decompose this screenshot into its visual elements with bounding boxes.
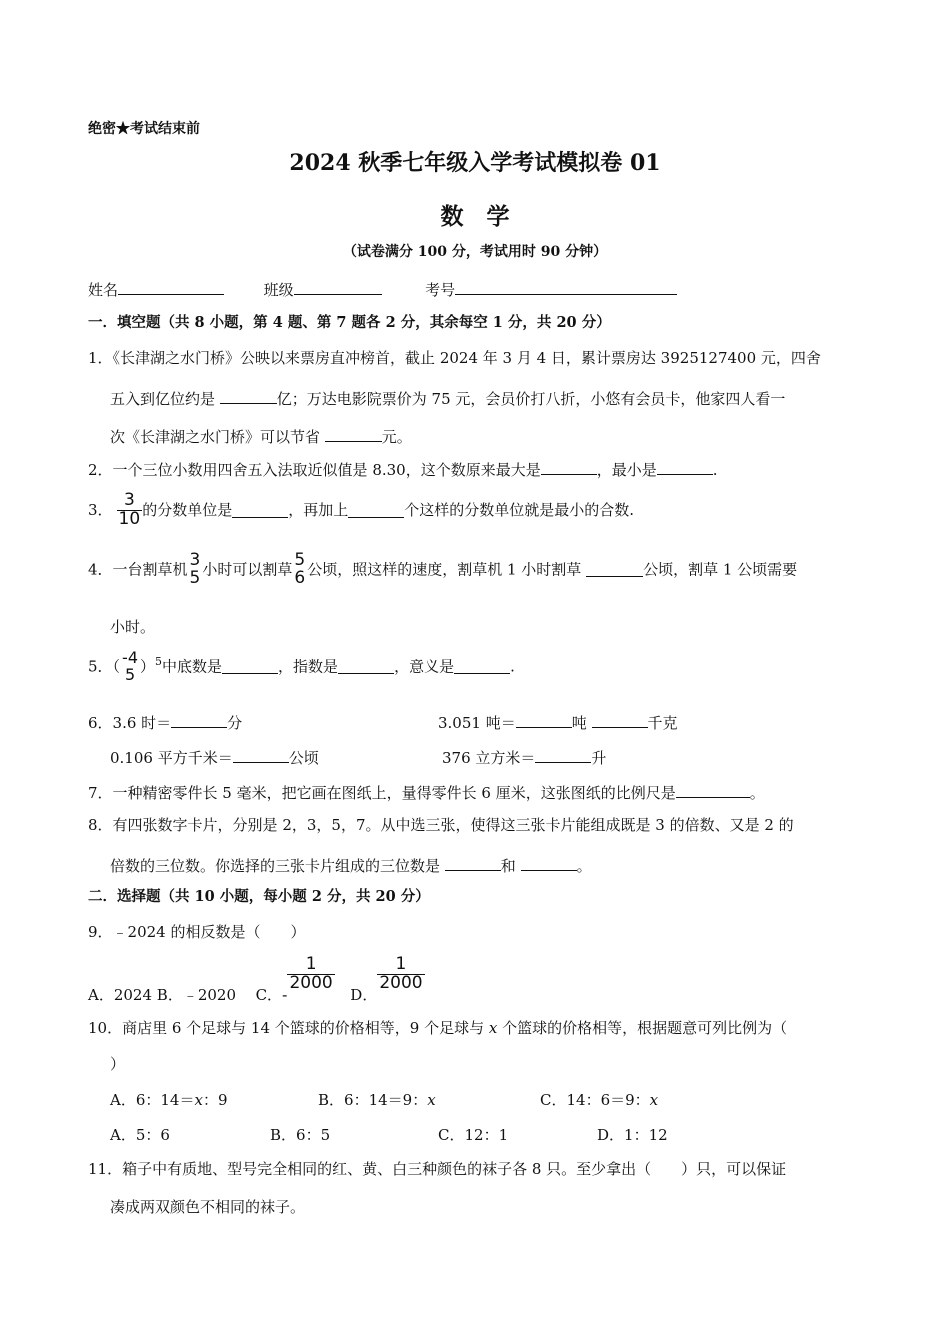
q3-blank-1[interactable] bbox=[232, 503, 288, 518]
q6-blank-4[interactable] bbox=[233, 748, 289, 763]
class-label: 班级 bbox=[263, 281, 294, 299]
q9-option-c[interactable]: C．- $\frac{1}{2000}$ bbox=[255, 954, 333, 1004]
q10-option-a[interactable]: A．6：14＝x：9 bbox=[110, 1091, 228, 1109]
q10-option-c2[interactable]: C．12：1 bbox=[438, 1126, 509, 1144]
q6-blank-3[interactable] bbox=[592, 713, 648, 728]
q8-blank-1[interactable] bbox=[445, 856, 501, 871]
q9-option-d-fraction: $\frac{1}{2000}$ bbox=[379, 954, 423, 993]
q11-line2: 凑成两双颜色不相同的袜子。 bbox=[110, 1198, 306, 1216]
number-label: 考号 bbox=[425, 281, 456, 299]
class-blank[interactable] bbox=[294, 280, 382, 295]
q10-option-b2[interactable]: B．6：5 bbox=[270, 1126, 331, 1144]
q6-blank-5[interactable] bbox=[535, 748, 591, 763]
section2-heading: 二．选择题（共 10 小题，每小题 2 分，共 20 分） bbox=[88, 888, 430, 905]
q5-blank-2[interactable] bbox=[338, 659, 394, 674]
q1-line1: 1．《长津湖之水门桥》公映以来票房直冲榜首，截止 2024 年 3 月 4 日，累计票房达 3925127400 元，四舍 bbox=[88, 349, 821, 367]
secret-label: 绝密★考试结束前 bbox=[88, 121, 200, 137]
q9-option-d[interactable]: D． $\frac{1}{2000}$ bbox=[350, 954, 423, 1004]
number-blank[interactable] bbox=[455, 280, 677, 295]
q6-row1-left: 6．3.6 时＝ 分 bbox=[88, 714, 243, 732]
q5-blank-3[interactable] bbox=[454, 659, 510, 674]
q1-blank-2[interactable] bbox=[325, 427, 382, 442]
subject-title: 数 学 bbox=[440, 203, 510, 230]
q10-option-b[interactable]: B．6：14＝9：x bbox=[318, 1091, 436, 1109]
q5: 5．（ -4 5 ）$^5$中底数是 ，指数是 ，意义是 . bbox=[88, 648, 515, 684]
q8-line1: 8．有四张数字卡片，分别是 2，3，5，7。从中选三张，使得这三张卡片能组成既是 3 的倍数、又是 2 的 bbox=[88, 816, 794, 834]
q10-option-a2[interactable]: A．5：6 bbox=[110, 1126, 170, 1144]
q6-row2-right: 376 立方米＝ 升 bbox=[442, 749, 607, 767]
q6-blank-2[interactable] bbox=[516, 713, 572, 728]
q3-blank-2[interactable] bbox=[348, 503, 404, 518]
name-label: 姓名 bbox=[88, 281, 119, 299]
q3-fraction: $\frac{3}{10}$ bbox=[118, 490, 141, 529]
section1-heading: 一．填空题（共 8 小题，第 4 题、第 7 题各 2 分，其余每空 1 分，共 20 分） bbox=[88, 314, 611, 331]
q7: 7．一种精密零件长 5 毫米，把它画在图纸上，量得零件长 6 厘米，这张图纸的比例尺是 。 bbox=[88, 784, 765, 802]
exam-title: 2024 秋季七年级入学考试模拟卷 01 bbox=[289, 150, 661, 176]
q5-blank-1[interactable] bbox=[222, 659, 278, 674]
q6-row1-right: 3.051 吨＝ 吨 千克 bbox=[438, 714, 678, 732]
q10-line2: ） bbox=[110, 1055, 126, 1073]
q11-line1: 11．箱子中有质地、型号完全相同的红、黄、白三种颜色的袜子各 8 只。至少拿出（ ）只，可以保证 bbox=[88, 1160, 787, 1178]
q9-option-b[interactable]: B．﹣2020 bbox=[156, 985, 236, 1004]
q10-line1: 10．商店里 6 个足球与 14 个篮球的价格相等，9 个足球与 x 个篮球的价格相等，根据题意可列比例为（ bbox=[88, 1019, 788, 1037]
info-fields bbox=[88, 280, 677, 298]
q7-blank[interactable] bbox=[676, 783, 750, 798]
q5-fraction: -4 5 bbox=[122, 648, 139, 684]
q1-blank-1[interactable] bbox=[220, 389, 277, 404]
q4-line1: 4．一台割草机 3 5 小时可以割草 5 6 公顷，照这样的速度，割草机 1 小时割草 公顷，割草 1 公顷需要 bbox=[88, 550, 798, 588]
q2-blank-1[interactable] bbox=[541, 460, 597, 475]
q10-option-d2[interactable]: D．1：12 bbox=[597, 1126, 668, 1144]
name-blank[interactable] bbox=[118, 280, 224, 295]
q3: 3． $\frac{3}{10}$ 的分数单位是 ，再加上 个这样的分数单位就是最小的合数. bbox=[88, 490, 634, 529]
q4-blank-1[interactable] bbox=[586, 562, 643, 577]
q8-blank-2[interactable] bbox=[521, 856, 577, 871]
exam-note: （试卷满分 100 分，考试用时 90 分钟） bbox=[342, 244, 608, 260]
q1-line2: 五入到亿位约是 亿；万达电影院票价为 75 元，会员价打八折，小悠有会员卡，他家四人看一 bbox=[110, 390, 786, 408]
q10-option-c[interactable]: C．14：6＝9：x bbox=[540, 1091, 659, 1109]
q2: 2．一个三位小数用四舍五入法取近似值是 8.30，这个数原来最大是 ，最小是 . bbox=[88, 461, 718, 479]
q4-line2: 小时。 bbox=[110, 618, 156, 636]
q2-blank-2[interactable] bbox=[657, 460, 713, 475]
q8-line2: 倍数的三位数。你选择的三张卡片组成的三位数是 和 。 bbox=[110, 857, 592, 875]
q1-line3: 次《长津湖之水门桥》可以节省 元。 bbox=[110, 428, 412, 446]
q9-option-a[interactable]: A．2024 bbox=[88, 985, 153, 1004]
q6-row2-left: 0.106 平方千米＝ 公顷 bbox=[110, 749, 319, 767]
q4-fraction-2: 5 6 bbox=[294, 550, 306, 588]
q9-stem: 9．﹣2024 的相反数是（ ） bbox=[88, 923, 306, 941]
q9-options bbox=[88, 956, 425, 1003]
q4-fraction-1: 3 5 bbox=[189, 550, 201, 588]
q6-blank-1[interactable] bbox=[171, 713, 227, 728]
q9-option-c-fraction: $\frac{1}{2000}$ bbox=[289, 954, 333, 993]
